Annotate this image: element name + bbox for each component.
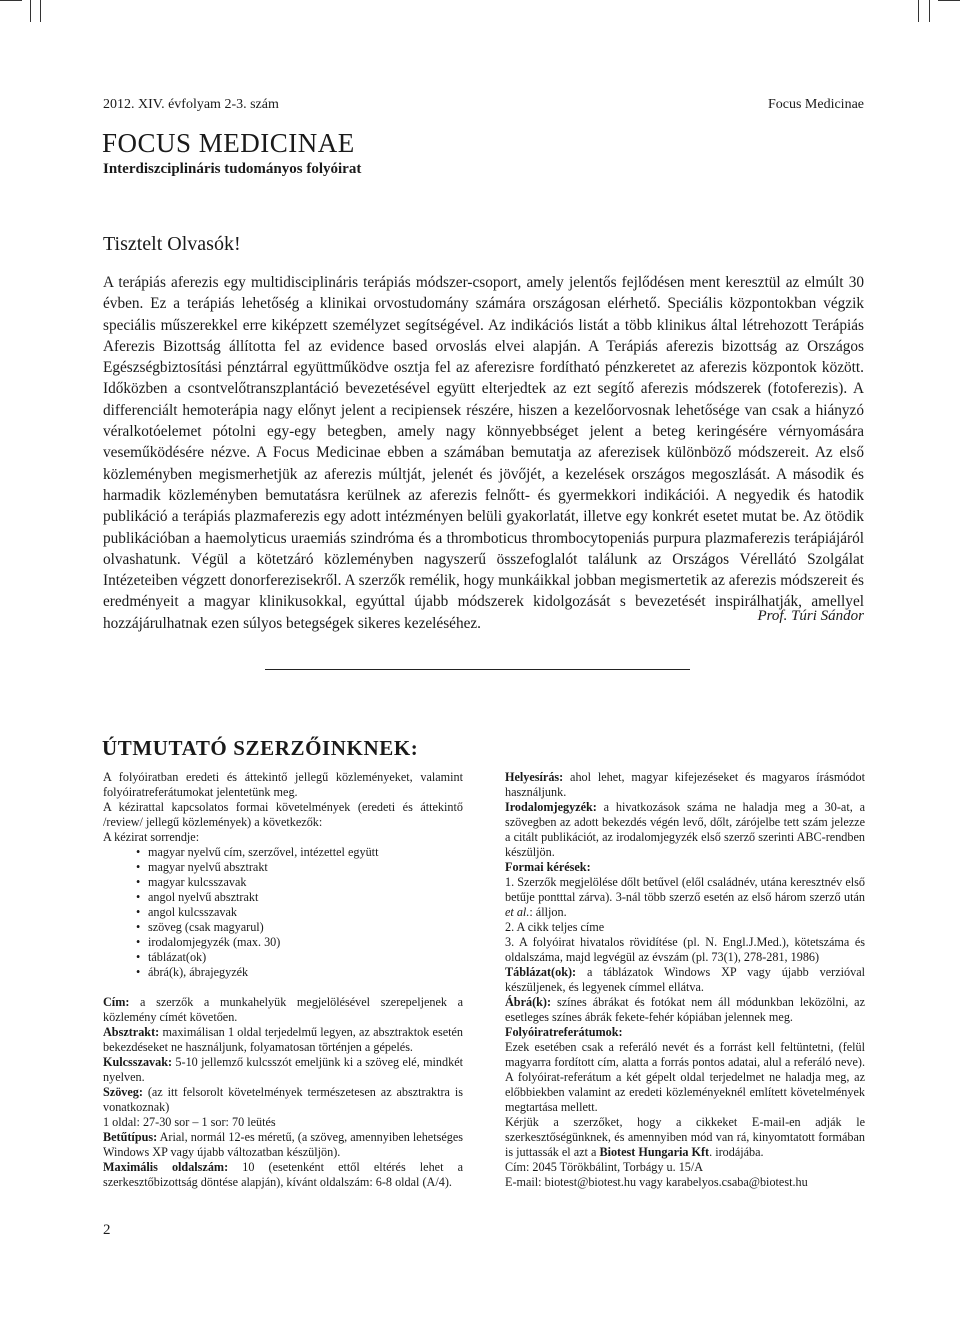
page-number: 2 xyxy=(103,1222,111,1238)
list-item: • ábrá(k), ábrajegyzék xyxy=(148,965,463,980)
journal-title: FOCUS MEDICINAE xyxy=(102,128,355,158)
abstract-label: Absztrakt: xyxy=(103,1025,160,1039)
list-item: • angol kulcsszavak xyxy=(148,905,463,920)
submission-request: Kérjük a szerzőket, hogy a cikkeket E-mail-en adják le szerkesztőségünknek, és amennyiben mód van rá, kinyomtatott formában is juttassák el azt a Biotest Hungaria Kft. irodájába. xyxy=(505,1115,865,1159)
keywords-text: 5-10 jellemző kulcsszót emeljünk ki a szöveg elé, mindkét nyelven. xyxy=(103,1055,464,1084)
guide-requirements: A kézirattal kapcsolatos formai követelmények (eredeti és áttekintő /review/ jellegű közlemények) a következők: xyxy=(103,800,463,829)
page-spec: 1 oldal: 27-30 sor – 1 sor: 70 leütés xyxy=(103,1115,276,1129)
figures-label: Ábrá(k): xyxy=(505,995,552,1009)
tables-text: a táblázatok Windows XP vagy újabb verzióval készüljenek, és legyenek címmel ellátva. xyxy=(505,965,866,994)
refs-rule xyxy=(505,800,865,860)
refs-journal-label: Folyóiratreferátumok: xyxy=(505,1025,623,1039)
address: Cím: 2045 Törökbálint, Torbágy u. 15/A xyxy=(505,1160,704,1174)
spelling-text: ahol lehet, magyar kifejezéseket és magyaros írásmódot használjunk. xyxy=(505,770,866,799)
formal-item-1: 1. Szerzők megjelölése dőlt betűvel (elől családnév, utána keresztnév első betűje pontttal zárva). 3-nál több szerző esetén az első három szerző után et al.: álljon. xyxy=(505,875,865,919)
maxpages-label: Maximális oldalszám: xyxy=(103,1160,229,1174)
crop-mark xyxy=(929,0,930,22)
text-rule xyxy=(103,1085,463,1115)
section-divider xyxy=(265,669,690,670)
cim-label: Cím: xyxy=(103,995,130,1009)
order-list xyxy=(103,845,463,980)
tables-label: Táblázat(ok): xyxy=(505,965,577,979)
list-item: • magyar kulcsszavak xyxy=(148,875,463,890)
crop-mark xyxy=(0,0,22,1)
formal-item-3: 3. A folyóirat hivatalos rövidítése (pl. N. Engl.J.Med.), kötetszáma és oldalszáma, majd legvégül az évszám (pl. 73(1), 278-281, 1986) xyxy=(505,935,865,964)
list-item: • angol nyelvű absztrakt xyxy=(148,890,463,905)
journal-subtitle: Interdiszciplináris tudományos folyóirat xyxy=(103,161,362,177)
keywords-rule xyxy=(103,1055,463,1085)
crop-mark xyxy=(40,0,41,22)
email: E-mail: biotest@biotest.hu vagy karabelyos.csaba@biotest.hu xyxy=(505,1175,808,1189)
list-item: • irodalomjegyzék (max. 30) xyxy=(148,935,463,950)
abstract-rule xyxy=(103,1025,463,1055)
formal-label: Formai kérések: xyxy=(505,860,591,874)
list-item: • magyar nyelvű absztrakt xyxy=(148,860,463,875)
refs-label: Irodalomjegyzék: xyxy=(505,800,597,814)
font-label: Betűtípus: xyxy=(103,1130,158,1144)
figures-text: színes ábrákat és fotókat nem áll módunkban leközölni, az esetleges színes ábrák fekete-fehér kópiában jelennek meg. xyxy=(505,995,865,1024)
company-name: Biotest Hungaria Kft xyxy=(599,1145,710,1159)
letter-body: A terápiás aferezis egy multidisciplináris terápiás módszer-csoport, amely jelentős fejlődésen ment keresztül az elmúlt 30 évben. Ez a terápiás lehetőség a klinikai orvostudomány számára országosan elérhető. Speciális központokban végzik speciális műszerekkel erre kiképzett személyzet segítségével. Az indikációs listát a több klinikus által létrehozott Terápiás Aferezis Bizottság állította fel az evidence based orvoslás elvei alapján. A Terápiás aferezis bizottság az Országos Egészségbiztosítási pénztárral együttműködve osztja fel az aferezisre fordítható pénzkeretet az aferezis központok között. Időközben a csontvelőtranszplantáció bevezetésével együtt elterjedtek az ezt segítő aferezis módszerek (fotoferezis). A differenciált hemoterápia nagy előnyt jelent a recipiensek részére, hiszen a kezelőorvosnak lehetősége van csak a hiányzó véralkotóelemet pótolni egy-egy betegben, amely nagy könnyebbséget jelent a beteg keringésére vérnyomására veseműködésére nézve. A Focus Medicinae ebben a számában bemutatja az aferezisek különböző módszereit. Az első közleményben megismerhetjük az aferezis múltját, jelenét és jövőjét, a kezelések országos megoszlását. A második és harmadik közleményben bemutatásra kerülnek az aferezis felnőtt- és gyermekkori indikációi. A negyedik és hatodik publikáció a terápiás plazmaferezis egy adott intézményen belüli gyakorlatát, illetve egy konkrét esetet mutat be. Az ötödik publikációban a haemolyticus uraemiás szindróma és a thromboticus thrombocytopeniás purpura plazmaferezis terápiájáról olvashatunk. Végül a kötetzáró közleményben nagyszerű összefoglalót találunk az Országos Vérellátó Szolgálat Intézeteiben végzett donorferezisekről. A szerzők remélik, hogy munkáikkal jobban megismertetik az aferezis módszereit és eredményeit a magyar klinikusokkal, egyúttal újabb módszerek kidolgozását s bevezetését inspirálhatják, amellyel hozzájárulhatnak ezen súlyos betegségek sikeres kezeléséhez. xyxy=(103,274,864,632)
text-text: (az itt felsorolt követelmények természetesen az absztraktra is vonatkoznak) xyxy=(103,1085,464,1114)
list-item: • táblázat(ok) xyxy=(148,950,463,965)
tables-rule xyxy=(505,965,865,995)
text-label: Szöveg: xyxy=(103,1085,143,1099)
formal-item-2: 2. A cikk teljes címe xyxy=(505,920,605,934)
journal-header: Focus Medicinae xyxy=(767,97,864,112)
cim-rule xyxy=(103,995,463,1025)
refs-journal-text: Ezek esetében csak a referáló nevét és a forrást kell feltüntetni, (felül magyarra fordított cím, alatta a forrás pontos adatai, alul a referáló neve). A folyóirat-referátum a két gépelt oldal terjedelmet ne haladja meg, az előbbiekben valamint az eredeti közleményeknél említett követelmények megtartása mellett. xyxy=(505,1040,865,1114)
refs-text: a hivatkozások száma ne haladja meg a 30-at, a szövegben az adott bekezdés végén levő, dőlt, zárójelbe tett szám jelezze a citált publikációt, az irodalomjegyzék első szerző szerinti ABC-rendben készüljön. xyxy=(505,800,866,859)
list-item: • szöveg (csak magyarul) xyxy=(148,920,463,935)
issue-header: 2012. XIV. évfolyam 2-3. szám xyxy=(103,97,279,112)
spelling-label: Helyesírás: xyxy=(505,770,564,784)
abstract-text: maximálisan 1 oldal terjedelmű legyen, az absztraktok esetén bekezdéseket ne használjunk, folyamatosan történjen a gépelés. xyxy=(103,1025,463,1054)
guide-right-column xyxy=(505,770,865,1190)
guide-title: ÚTMUTATÓ SZERZŐINKNEK: xyxy=(102,736,419,760)
guide-intro: A folyóiratban eredeti és áttekintő jellegű közleményeket, valamint folyóiratreferátumokat jelentetünk meg. xyxy=(103,770,463,799)
letter-signature: Prof. Túri Sándor xyxy=(757,608,864,624)
guide-left-column xyxy=(103,770,463,1190)
letter-greeting: Tisztelt Olvasók! xyxy=(103,233,241,255)
crop-mark xyxy=(938,0,960,1)
cim-text: a szerzők a munkahelyük megjelölésével szerepeljenek a közlemény címét követően. xyxy=(103,995,464,1024)
crop-mark xyxy=(918,0,919,22)
font-rule xyxy=(103,1130,463,1160)
figures-rule xyxy=(505,995,865,1025)
keywords-label: Kulcsszavak: xyxy=(103,1055,173,1069)
font-text: Arial, normál 12-es méretű, (a szöveg, amennyiben lehetséges Windows XP vagy újabb változatban készüljön). xyxy=(103,1130,463,1159)
crop-mark xyxy=(30,0,31,22)
maxpages-text: 10 (esetenként ettől eltérés lehet a szerkesztőbizottság döntése alapján), kívánt oldalszám: 6-8 oldal (A/4). xyxy=(103,1160,463,1189)
et-al: et al. xyxy=(505,905,530,919)
spelling-rule xyxy=(505,770,865,800)
order-label: A kézirat sorrendje: xyxy=(103,830,200,844)
maxpages-rule xyxy=(103,1160,463,1190)
list-item: • magyar nyelvű cím, szerzővel, intézettel együtt xyxy=(148,845,463,860)
